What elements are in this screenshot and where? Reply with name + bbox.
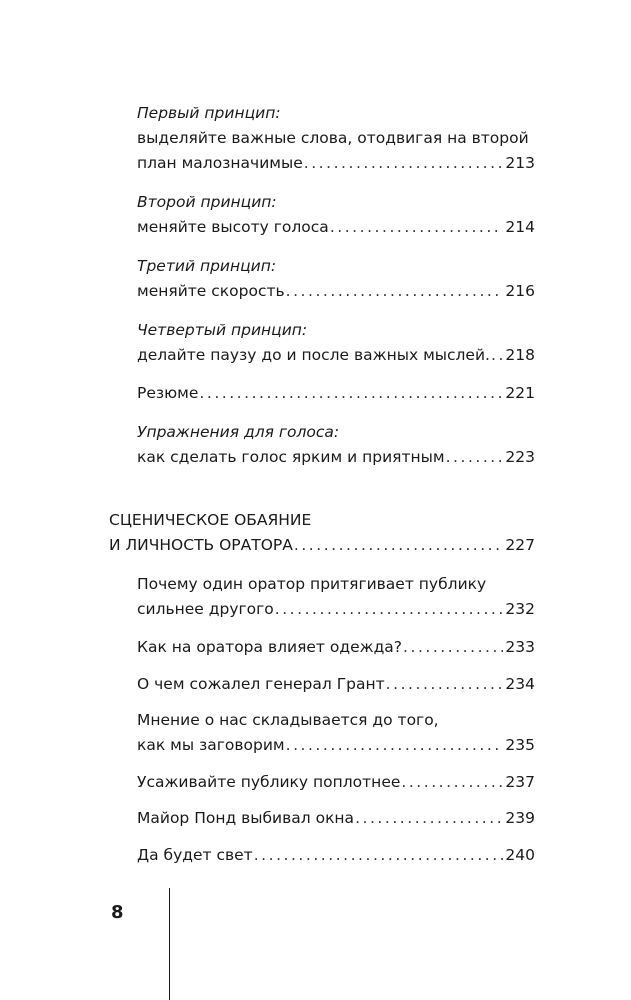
toc-entry-title: делайте паузу до и после важных мыслей.: [137, 346, 490, 364]
toc-page-number: 214: [505, 218, 535, 236]
toc-entry-heading: Второй принцип:: [137, 193, 277, 211]
toc-entry-title: Усаживайте публику поплотнее: [137, 773, 401, 791]
dot-leader: [254, 843, 504, 868]
toc-entry-title: план малозначимые: [137, 154, 303, 172]
toc-entry: [137, 190, 535, 240]
toc-page-number: 237: [505, 773, 535, 791]
toc-page-number: 221: [505, 384, 535, 402]
toc-entry: [137, 843, 535, 868]
toc-entry-final-line: [137, 381, 535, 406]
toc-entry-final-line: [137, 445, 535, 470]
toc-entry: [137, 635, 535, 660]
toc-entry-final-line: [137, 597, 535, 622]
toc-entry-line: Почему один оратор притягивает публику: [137, 575, 487, 593]
toc-entry-heading: Упражнения для голоса:: [137, 423, 340, 441]
toc-entry-title: как мы заговорим: [137, 736, 285, 754]
toc-page-number: 233: [505, 638, 535, 656]
toc-entry-final-line: [137, 343, 535, 368]
toc-entry-title: Резюме: [137, 384, 199, 402]
toc-entry-title: как сделать голос ярким и приятным: [137, 448, 445, 466]
dot-leader: [386, 672, 504, 697]
toc-entry: [137, 420, 535, 470]
toc-page-number: 218: [505, 346, 535, 364]
dot-leader: [401, 770, 503, 795]
toc-entry-heading: Четвертый принцип:: [137, 321, 308, 339]
toc-page-number: 232: [505, 600, 535, 618]
toc-entry: [137, 254, 535, 304]
toc-entry-line: выделяйте важные слова, отодвигая на второй: [137, 129, 529, 147]
toc-page-number: 235: [505, 736, 535, 754]
toc-entry-final-line: [137, 733, 535, 758]
toc-page-number: 239: [505, 809, 535, 827]
dot-leader: [199, 381, 503, 406]
toc-section-title-end: И ЛИЧНОСТЬ ОРАТОРА: [109, 536, 293, 554]
dot-leader: [286, 733, 504, 758]
toc-entry-title: Майор Понд выбивал окна: [137, 809, 355, 827]
toc-entry-final-line: [137, 806, 535, 831]
toc-entry: [137, 101, 535, 176]
toc-entry-heading: Первый принцип:: [137, 104, 281, 122]
toc-entry: [137, 806, 535, 831]
toc-entry-final-line: [137, 215, 535, 240]
vertical-rule: [169, 888, 170, 1000]
dot-leader: [403, 635, 503, 660]
dot-leader: [304, 151, 504, 176]
toc-entry-final-line: [137, 672, 535, 697]
dot-leader: [286, 279, 504, 304]
toc-entry: [137, 770, 535, 795]
toc-entry: [137, 708, 535, 758]
toc-entry-title: Как на оратора влияет одежда?: [137, 638, 403, 656]
dot-leader: [275, 597, 504, 622]
toc-page-number: 213: [505, 154, 535, 172]
toc-entry: [137, 572, 535, 622]
toc-page-number: 223: [505, 448, 535, 466]
toc-entry-heading: Третий принцип:: [137, 257, 277, 275]
toc-entry-final-line: [137, 843, 535, 868]
page-number: 8: [111, 902, 124, 923]
toc-entry-final-line: [137, 279, 535, 304]
toc-entry-title: меняйте высоту голоса: [137, 218, 329, 236]
toc-page-number: 227: [505, 536, 535, 554]
toc-entry-line: Мнение о нас складывается до того,: [137, 711, 439, 729]
toc-entry-final-line: [137, 770, 535, 795]
toc-page-number: 240: [505, 846, 535, 864]
toc-entry-final-line: [137, 635, 535, 660]
dot-leader: [446, 445, 504, 470]
toc-entry-title: Да будет свет: [137, 846, 253, 864]
toc-page-number: 234: [505, 675, 535, 693]
toc-entry: [137, 672, 535, 697]
toc-entry-title: меняйте скорость: [137, 282, 285, 300]
toc-section-final-line: [109, 533, 535, 558]
toc-entry-title: О чем сожалел генерал Грант: [137, 675, 385, 693]
toc-section-title: СЦЕНИЧЕСКОЕ ОБАЯНИЕ: [109, 511, 312, 529]
toc-entry: [137, 381, 535, 406]
toc-entry-final-line: [137, 151, 535, 176]
dot-leader: [294, 533, 504, 558]
dot-leader: [491, 343, 503, 368]
toc-section: [109, 508, 535, 558]
toc-entry-title: сильнее другого: [137, 600, 274, 618]
dot-leader: [330, 215, 504, 240]
dot-leader: [355, 806, 503, 831]
toc-entry: [137, 318, 535, 368]
toc-page-number: 216: [505, 282, 535, 300]
